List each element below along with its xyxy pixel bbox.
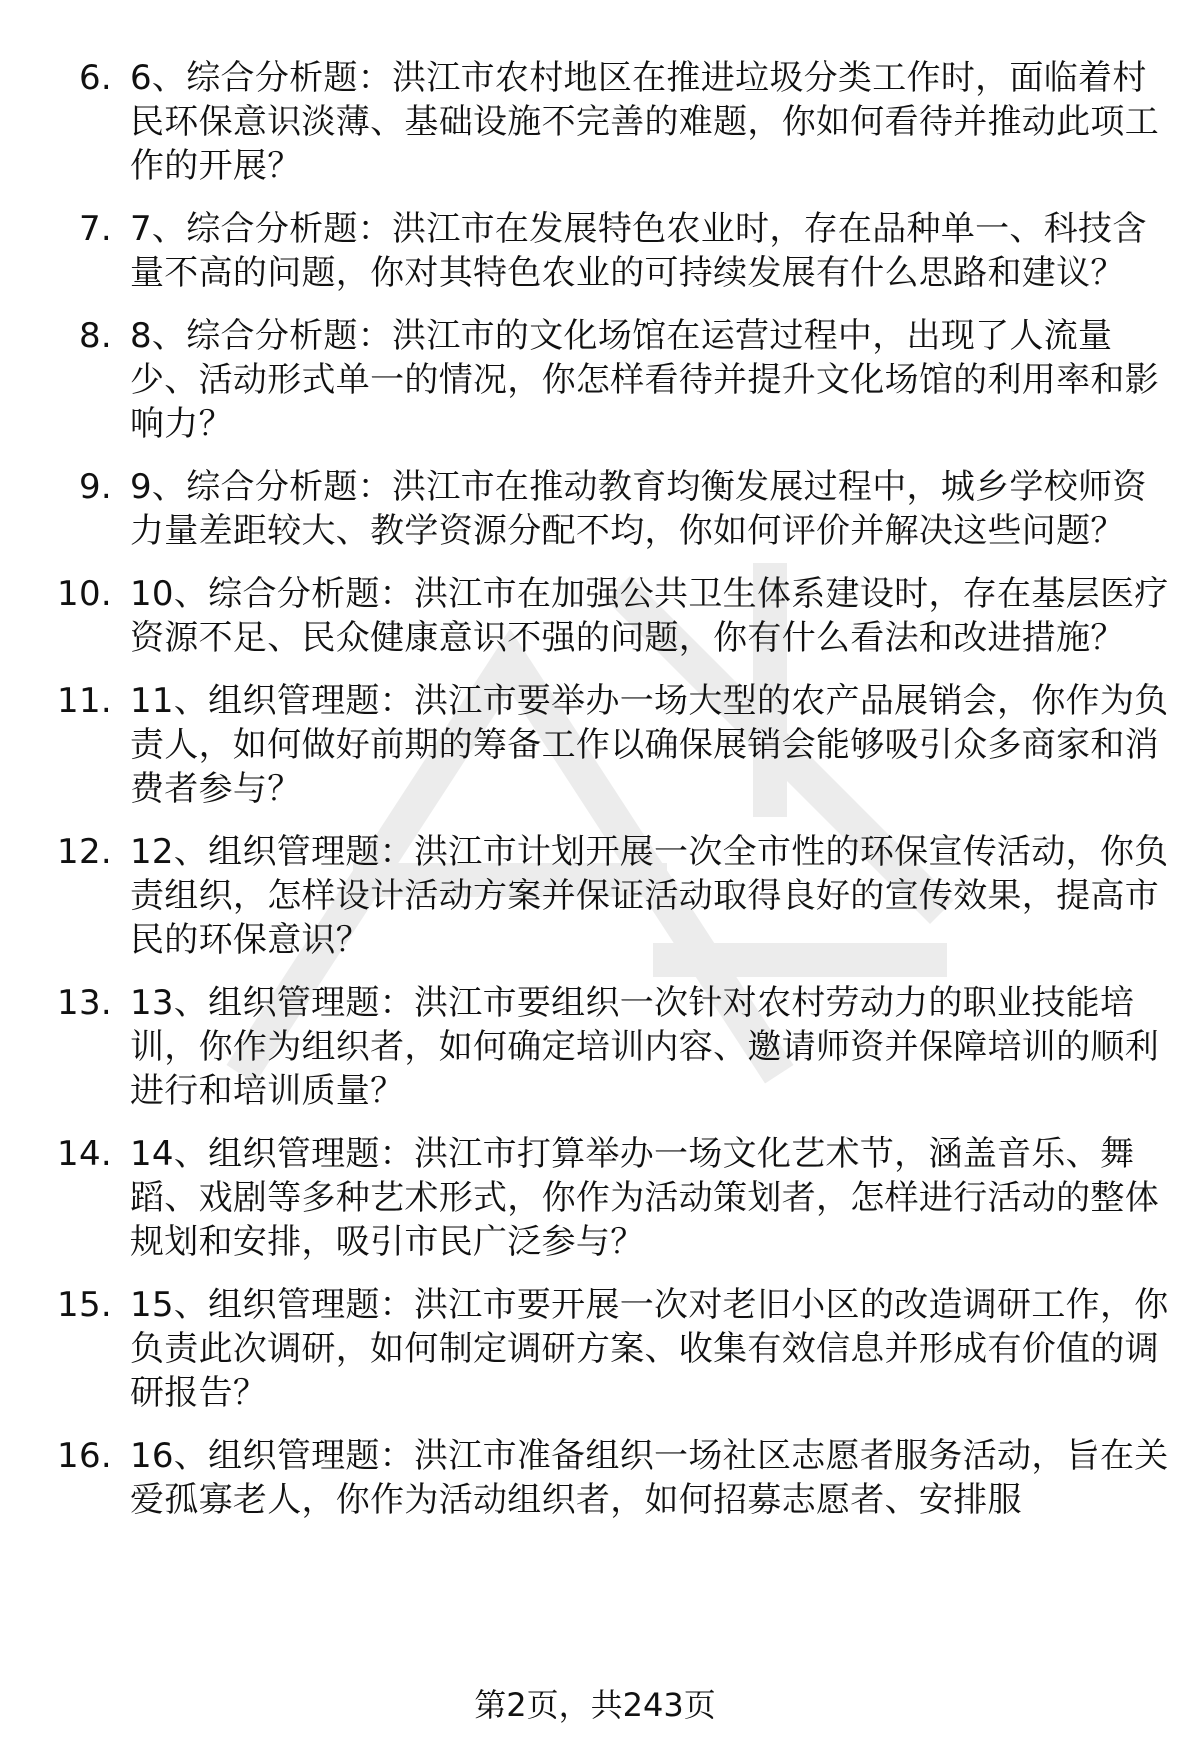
question-text: 8、综合分析题：洪江市的文化场馆在运营过程中，出现了人流量少、活动形式单一的情况，你怎样看待并提升文化场馆的利用率和影响力？	[130, 316, 1159, 444]
question-item-8	[0, 314, 1190, 446]
question-item-12	[0, 830, 1190, 962]
question-number: 9.	[78, 467, 112, 507]
question-text: 10、综合分析题：洪江市在加强公共卫生体系建设时，存在基层医疗资源不足、民众健康意识不强的问题，你有什么看法和改进措施？	[130, 574, 1169, 658]
question-item-9	[0, 465, 1190, 553]
question-number: 8.	[78, 316, 112, 356]
question-text: 15、组织管理题：洪江市要开展一次对老旧小区的改造调研工作，你负责此次调研，如何制定调研方案、收集有效信息并形成有价值的调研报告？	[130, 1285, 1169, 1413]
question-item-16	[0, 1434, 1190, 1522]
question-number: 13.	[57, 983, 112, 1023]
question-item-14	[0, 1132, 1190, 1264]
question-item-11	[0, 679, 1190, 811]
question-number: 16.	[57, 1436, 112, 1476]
question-item-6	[0, 56, 1190, 188]
question-item-7	[0, 207, 1190, 295]
question-number: 15.	[57, 1285, 112, 1325]
question-text: 11、组织管理题：洪江市要举办一场大型的农产品展销会，你作为负责人，如何做好前期的筹备工作以确保展销会能够吸引众多商家和消费者参与？	[130, 681, 1169, 809]
question-number: 11.	[57, 681, 112, 721]
question-number: 14.	[57, 1134, 112, 1174]
question-item-13	[0, 981, 1190, 1113]
question-text: 9、综合分析题：洪江市在推动教育均衡发展过程中，城乡学校师资力量差距较大、教学资源分配不均，你如何评价并解决这些问题？	[130, 467, 1147, 551]
question-text: 13、组织管理题：洪江市要组织一次针对农村劳动力的职业技能培训，你作为组织者，如何确定培训内容、邀请师资并保障培训的顺利进行和培训质量？	[130, 983, 1159, 1111]
question-text: 6、综合分析题：洪江市农村地区在推进垃圾分类工作时，面临着村民环保意识淡薄、基础设施不完善的难题，你如何看待并推动此项工作的开展？	[130, 58, 1159, 186]
page-footer: 第2页，共243页	[474, 1686, 716, 1724]
question-number: 10.	[57, 574, 112, 614]
question-text: 7、综合分析题：洪江市在发展特色农业时，存在品种单一、科技含量不高的问题，你对其特色农业的可持续发展有什么思路和建议？	[130, 209, 1147, 293]
question-text: 12、组织管理题：洪江市计划开展一次全市性的环保宣传活动，你负责组织，怎样设计活动方案并保证活动取得良好的宣传效果，提高市民的环保意识？	[130, 832, 1169, 960]
question-item-15	[0, 1283, 1190, 1415]
question-item-10	[0, 572, 1190, 660]
question-number: 12.	[57, 832, 112, 872]
question-text: 14、组织管理题：洪江市打算举办一场文化艺术节，涵盖音乐、舞蹈、戏剧等多种艺术形式，你作为活动策划者，怎样进行活动的整体规划和安排，吸引市民广泛参与？	[130, 1134, 1159, 1262]
question-number: 7.	[78, 209, 112, 249]
question-text: 16、组织管理题：洪江市准备组织一场社区志愿者服务活动，旨在关爱孤寡老人，你作为活动组织者，如何招募志愿者、安排服	[130, 1436, 1169, 1520]
question-number: 6.	[78, 58, 112, 98]
question-list	[0, 56, 1190, 1541]
